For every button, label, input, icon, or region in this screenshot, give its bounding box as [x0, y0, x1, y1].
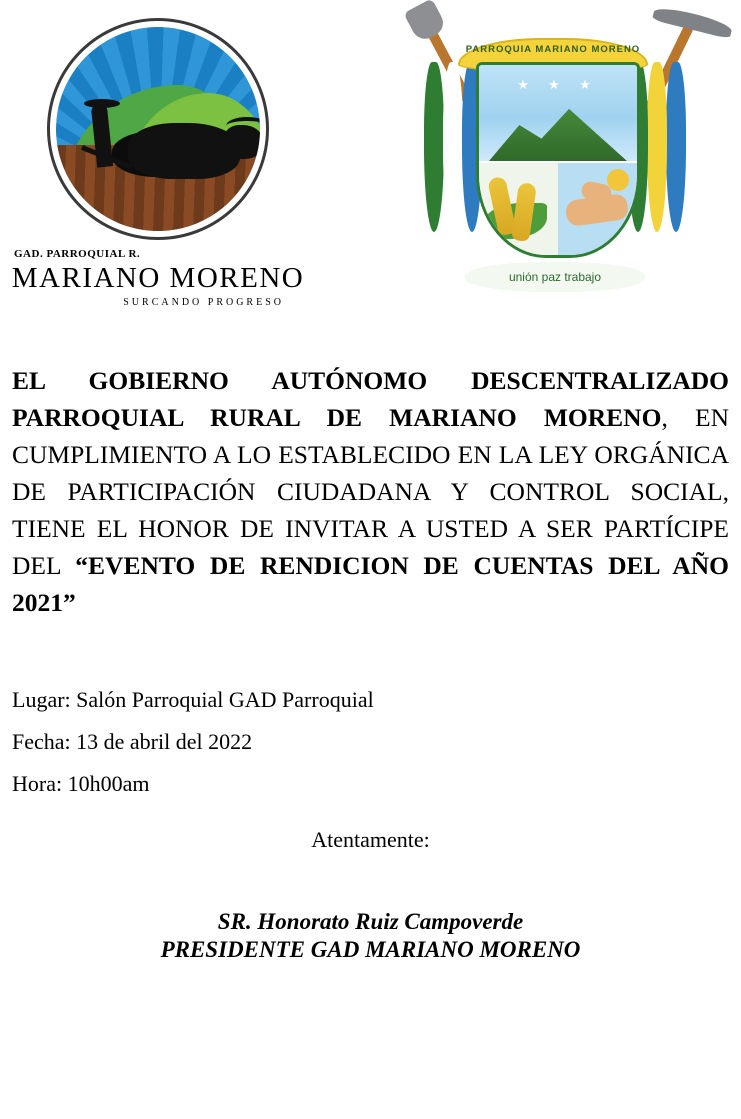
ox-horns: [226, 117, 260, 135]
signature-block: [12, 909, 729, 963]
shield-sky: [479, 65, 637, 161]
closing-salutation: Atentamente:: [311, 827, 430, 852]
ox-plow-roundel-icon: [47, 18, 269, 240]
signer-role: PRESIDENTE GAD MARIANO MORENO: [160, 937, 581, 962]
event-time: Hora: 10h00am: [12, 771, 150, 796]
event-date: Fecha: 13 de abril del 2022: [12, 729, 253, 754]
handshake-icon: [564, 193, 629, 227]
mountain-icon: [489, 99, 627, 161]
document-body: [0, 362, 741, 963]
signer-name: SR. Honorato Ruiz Campoverde: [217, 909, 524, 934]
invitation-bold-lead: EL GOBIERNO AUTÓNOMO DESCENTRALIZADO PARROQUIAL RURAL DE MARIANO MORENO: [12, 366, 729, 432]
coa-shield: [476, 62, 640, 258]
document-header: [0, 0, 741, 310]
invitation-middle-text: , EN CUMPLIMIENTO A LO ESTABLECIDO EN LA LEY ORGÁNICA DE PARTICIPACIÓN CIUDADANA Y CONTROL SOCIAL, TIENE EL HONOR DE INVITAR A USTED A SER PARTÍCIPE DEL: [12, 403, 729, 580]
coa-bottom-ribbon: unión paz trabajo: [465, 262, 645, 292]
shield-handshake-quarter: [558, 163, 637, 255]
coa-top-ribbon: PARROQUIA MARIANO MORENO: [458, 38, 648, 72]
stars-row: ★ ★ ★: [517, 77, 599, 92]
flag-left-icon: [424, 62, 484, 232]
event-details: [12, 679, 729, 805]
brand-main-text: MARIANO MORENO: [11, 262, 305, 294]
brand-sub-text: SURCANDO PROGRESO: [123, 297, 284, 308]
coat-of-arms-icon: [410, 10, 700, 300]
brand-small-text: GAD. PARROQUIAL R.: [14, 248, 141, 260]
invitation-event-title: “EVENTO DE RENDICION DE CUENTAS DEL AÑO 2021”: [12, 551, 730, 617]
event-place: Lugar: Salón Parroquial GAD Parroquial: [12, 687, 374, 712]
gad-parroquial-logo: [8, 18, 308, 308]
sky-rays: [56, 27, 260, 231]
invitation-paragraph: [12, 362, 729, 621]
ox-first: [128, 123, 240, 179]
shield-corn-quarter: [479, 163, 560, 255]
farmer-hat: [84, 99, 120, 108]
